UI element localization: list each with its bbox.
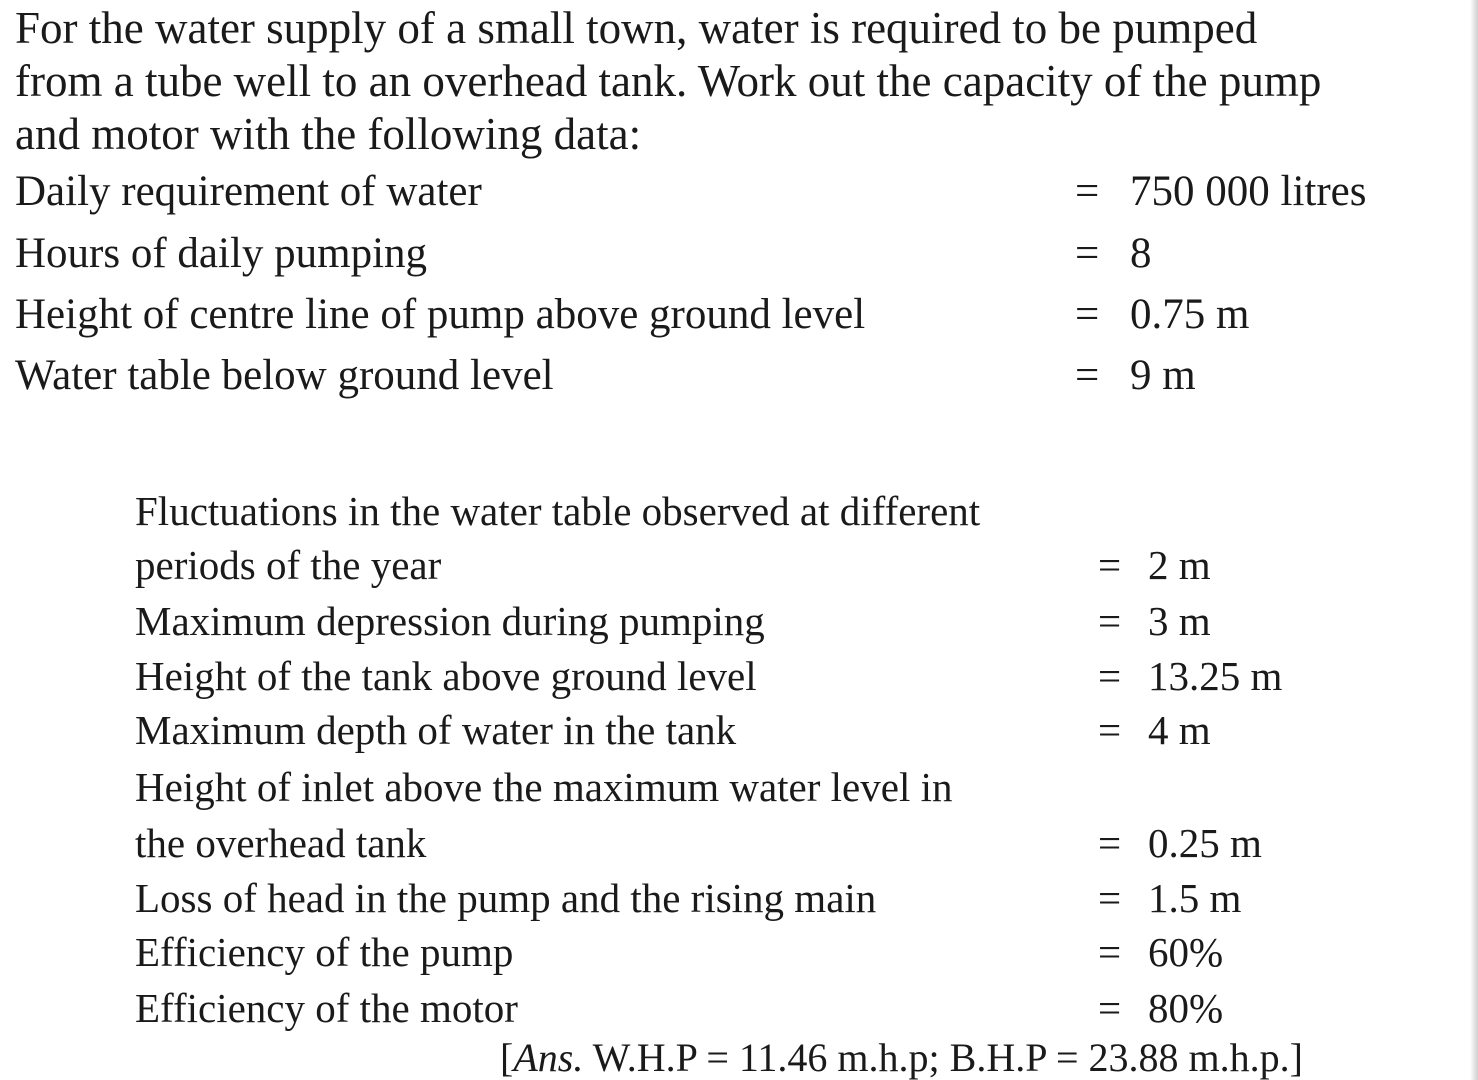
data-row [0, 351, 1478, 401]
data-row [0, 486, 1478, 536]
data-row [0, 229, 1478, 279]
data-value: 9 m [1130, 352, 1196, 399]
data-label: Loss of head in the pump and the rising main [135, 875, 877, 921]
data-label: Height of the tank above ground level [135, 653, 757, 699]
data-value: 750 000 litres [1130, 168, 1367, 215]
data-label: Hours of daily pumping [15, 230, 428, 277]
equals-sign: = [1098, 929, 1122, 975]
data-label: Water table below ground level [15, 352, 554, 399]
answer-line [500, 1034, 1303, 1080]
equals-sign: = [1098, 542, 1122, 588]
problem-statement [15, 2, 1455, 161]
equals-sign: = [1075, 291, 1100, 338]
intro-line: from a tube well to an overhead tank. Work out the capacity of the pump [15, 56, 1322, 106]
equals-sign: = [1098, 598, 1122, 644]
equals-sign: = [1075, 230, 1100, 277]
data-value: 8 [1130, 230, 1152, 277]
data-row [0, 167, 1478, 217]
data-row [0, 596, 1478, 646]
answer-text: W.H.P = 11.46 m.h.p; B.H.P = 23.88 m.h.p.] [583, 1035, 1303, 1080]
data-row [0, 290, 1478, 340]
data-value: 0.25 m [1148, 820, 1262, 866]
data-label: Height of centre line of pump above ground level [15, 291, 866, 338]
data-label: Efficiency of the pump [135, 929, 514, 975]
data-label: Daily requirement of water [15, 168, 482, 215]
data-value: 0.75 m [1130, 291, 1250, 338]
equals-sign: = [1098, 820, 1122, 866]
data-row [0, 540, 1478, 590]
data-value: 1.5 m [1148, 875, 1242, 921]
data-value: 60% [1148, 929, 1224, 975]
data-label: periods of the year [135, 542, 442, 588]
answer-open-bracket: [ [500, 1035, 514, 1080]
data-value: 13.25 m [1148, 653, 1283, 699]
equals-sign: = [1075, 352, 1100, 399]
equals-sign: = [1098, 875, 1122, 921]
equals-sign: = [1098, 985, 1122, 1031]
data-value: 4 m [1148, 707, 1211, 753]
data-row [0, 762, 1478, 812]
data-row [0, 927, 1478, 977]
page-edge-shadow [1470, 0, 1478, 1080]
equals-sign: = [1098, 707, 1122, 753]
intro-line: and motor with the following data: [15, 109, 642, 159]
data-label: Height of inlet above the maximum water level in [135, 764, 953, 810]
data-value: 80% [1148, 985, 1224, 1031]
data-value: 3 m [1148, 598, 1211, 644]
answer-label: Ans. [513, 1035, 584, 1080]
data-row [0, 818, 1478, 868]
equals-sign: = [1098, 653, 1122, 699]
data-label: Efficiency of the motor [135, 985, 518, 1031]
data-label: Maximum depth of water in the tank [135, 707, 737, 753]
data-row [0, 651, 1478, 701]
intro-line: For the water supply of a small town, water is required to be pumped [15, 3, 1258, 53]
data-value: 2 m [1148, 542, 1211, 588]
data-label: Fluctuations in the water table observed at different [135, 488, 981, 534]
equals-sign: = [1075, 168, 1100, 215]
data-row [0, 873, 1478, 923]
data-row [0, 983, 1478, 1033]
data-label: Maximum depression during pumping [135, 598, 765, 644]
data-label: the overhead tank [135, 820, 427, 866]
data-row [0, 705, 1478, 755]
